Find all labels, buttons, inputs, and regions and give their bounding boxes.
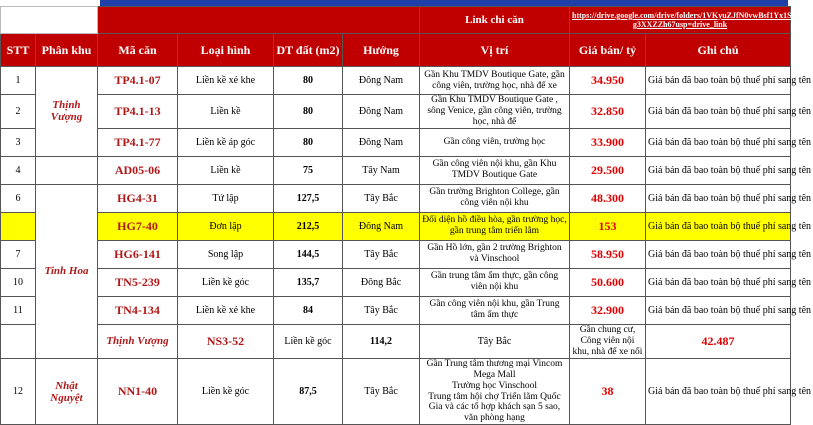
cell-area: 75 (274, 156, 343, 184)
cell-stt: 1 (1, 67, 36, 95)
header-zone: Phân khu (36, 34, 98, 67)
link-label: Link chi căn (420, 7, 570, 34)
cell-price: 29.500 (570, 156, 646, 184)
cell-stt: 10 (1, 268, 36, 296)
table-row (1, 358, 791, 425)
cell-stt: 12 (1, 358, 36, 425)
cell-type: Liền kề góc (178, 358, 274, 425)
table-row (1, 95, 791, 129)
cell-code: TP4.1-07 (98, 67, 178, 95)
cell-type: Đơn lập (178, 212, 274, 240)
header-location: Vị trí (420, 34, 570, 67)
header-area: DT đất (m2) (274, 34, 343, 67)
cell-note: Giá bán đã bao toàn bộ thuế phí sang tên (646, 128, 791, 156)
cell-stt: 3 (1, 128, 36, 156)
cell-location: Gần Khu TMDV Boutique Gate, gần công viên, trường học, nhà để xe (420, 67, 570, 95)
cell-direction: Đông Bắc (343, 268, 420, 296)
table-row-highlighted (1, 212, 791, 240)
cell-note: Giá bán đã bao toàn bộ thuế phí sang tên (646, 240, 791, 268)
header-stt: STT (1, 34, 36, 67)
cell-type: Liền kề xẻ khe (178, 296, 274, 324)
cell-price: 48.300 (570, 184, 646, 212)
table-row (1, 156, 791, 184)
price-table (0, 6, 813, 425)
cell-area: 84 (274, 296, 343, 324)
cell-direction: Tây Bắc (343, 240, 420, 268)
table-row (1, 296, 791, 324)
location-line: Trung tâm hội chợ Triển lãm Quốc Gia và các tổ hợp khách sạn 5 sao, văn phòng hạng (428, 391, 561, 424)
table-row (1, 268, 791, 296)
cell-direction: Tây Nam (343, 156, 420, 184)
cell-code: AD05-06 (98, 156, 178, 184)
cell-location: Gần Hồ lớn, gần 2 trường Brighton và Vinschool (420, 240, 570, 268)
cell-location: Gần công viên nội khu, gần Trung tâm ẩm thực (420, 296, 570, 324)
cell-area: 114,2 (343, 324, 420, 358)
cell-location: Gần chung cư, Công viên nội khu, nhà để xe nổi (570, 324, 646, 358)
header-type: Loại hình (178, 34, 274, 67)
cell-direction: Đông Nam (343, 212, 420, 240)
zone-thinh-vuong: Thịnh Vượng (36, 67, 98, 157)
cell-stt: 7 (1, 240, 36, 268)
cell-price: 34.950 (570, 67, 646, 95)
location-line: Gần Trung tâm thương mại Vincom Mega Mall (426, 358, 563, 380)
header-direction: Hướng (343, 34, 420, 67)
cell-price: 32.850 (570, 95, 646, 129)
table-row (1, 240, 791, 268)
header-row (1, 34, 791, 67)
cell-code: HG7-40 (98, 212, 178, 240)
cell-stt: 2 (1, 95, 36, 129)
cell-price: 58.950 (570, 240, 646, 268)
cell-price: 33.900 (570, 128, 646, 156)
cell-note: Giá bán đã bao toàn bộ thuế phí sang tên (646, 358, 791, 425)
cell-direction: Tây Bắc (343, 296, 420, 324)
table-row (1, 67, 791, 95)
cell-area: 87,5 (274, 358, 343, 425)
cell-area: 80 (274, 95, 343, 129)
cell-type: Tứ lập (178, 184, 274, 212)
cell-note: Giá bán đã bao toàn bộ thuế phí sang tên (646, 268, 791, 296)
cell-location: Gần công viên, trường học (420, 128, 570, 156)
cell-stt: 11 (1, 296, 36, 324)
cell-type: Liền kề (178, 156, 274, 184)
cell-direction: Đông Nam (343, 128, 420, 156)
cell-direction: Tây Bắc (343, 184, 420, 212)
cell-note: Giá bán đã bao toàn bộ thuế phí sang tên (646, 296, 791, 324)
table-row (1, 324, 791, 358)
cell-location: Đối diện hồ điều hòa, gần trường học, gần trung tâm triển lãm (420, 212, 570, 240)
zone-empty (36, 156, 98, 184)
header-price: Giá bán/ tỷ (570, 34, 646, 67)
banner-spacer (98, 7, 420, 34)
cell-area: 144,5 (274, 240, 343, 268)
cell-note: Giá bán đã bao toàn bộ thuế phí sang tên (646, 67, 791, 95)
cell-code: HG6-141 (98, 240, 178, 268)
cell-note: Giá bán đã bao toàn bộ thuế phí sang tên (646, 184, 791, 212)
cell-type: Liền kề áp góc (178, 128, 274, 156)
cell-code: TN5-239 (98, 268, 178, 296)
cell-area: 127,5 (274, 184, 343, 212)
cell-area: 135,7 (274, 268, 343, 296)
cell-price: 32.900 (570, 296, 646, 324)
cell-code: TP4.1-77 (98, 128, 178, 156)
cell-type: Liền kề (178, 95, 274, 129)
cell-code: TP4.1-13 (98, 95, 178, 129)
cell-code: NS3-52 (178, 324, 274, 358)
cell-area: 212,5 (274, 212, 343, 240)
banner-blank (1, 7, 98, 34)
cell-stt: 4 (1, 156, 36, 184)
cell-price: 50.600 (570, 268, 646, 296)
zone-tinh-hoa: Tinh Hoa (36, 184, 98, 358)
header-note: Ghi chú (646, 34, 791, 67)
cell-location: Gần Khu TMDV Boutique Gate , sông Venice, gần công viên, trường học, nhà để (420, 95, 570, 129)
link-row (1, 7, 791, 34)
cell-price: 42.487 (646, 324, 791, 358)
cell-location (420, 358, 570, 425)
cell-location: Gần công viên nội khu, gần Khu TMDV Boutique Gate (420, 156, 570, 184)
cell-note: Giá bán đã bao toàn bộ thuế phí sang tên (646, 156, 791, 184)
header-code: Mã căn (98, 34, 178, 67)
cell-type: Liền kề góc (274, 324, 343, 358)
cell-area: 80 (274, 128, 343, 156)
zone-nhat-nguyet: Nhật Nguyệt (36, 358, 98, 425)
drive-link[interactable]: https://drive.google.com/drive/folders/1VKyuZJfN0vwBsf1Yx1SL8oiD g3XXZZh67usp=drive_link (570, 7, 791, 34)
cell-direction: Đông Nam (343, 95, 420, 129)
cell-price: 153 (570, 212, 646, 240)
cell-location: Gần trung tâm ẩm thực, gần công viên nội khu (420, 268, 570, 296)
cell-direction: Tây Bắc (420, 324, 570, 358)
cell-stt (1, 212, 36, 240)
zone-thinh-vuong-2: Thịnh Vượng (98, 324, 178, 358)
table-row (1, 128, 791, 156)
table-row (1, 184, 791, 212)
cell-type: Liền kề góc (178, 268, 274, 296)
cell-note: Giá bán đã bao toàn bộ thuế phí sang tên (646, 212, 791, 240)
cell-direction: Đông Nam (343, 67, 420, 95)
cell-stt: 6 (1, 184, 36, 212)
location-line: Trường học Vinschool (451, 380, 538, 391)
cell-type: Song lập (178, 240, 274, 268)
cell-price: 38 (570, 358, 646, 425)
cell-location: Gần trường Brighton College, gần công viên nội khu (420, 184, 570, 212)
cell-area: 80 (274, 67, 343, 95)
cell-code: TN4-134 (98, 296, 178, 324)
cell-direction: Tây Bắc (343, 358, 420, 425)
cell-type: Liền kề xẻ khe (178, 67, 274, 95)
cell-code: HG4-31 (98, 184, 178, 212)
cell-stt (1, 324, 36, 358)
cell-code: NN1-40 (98, 358, 178, 425)
cell-note: Giá bán đã bao toàn bộ thuế phí sang tên (646, 95, 791, 129)
